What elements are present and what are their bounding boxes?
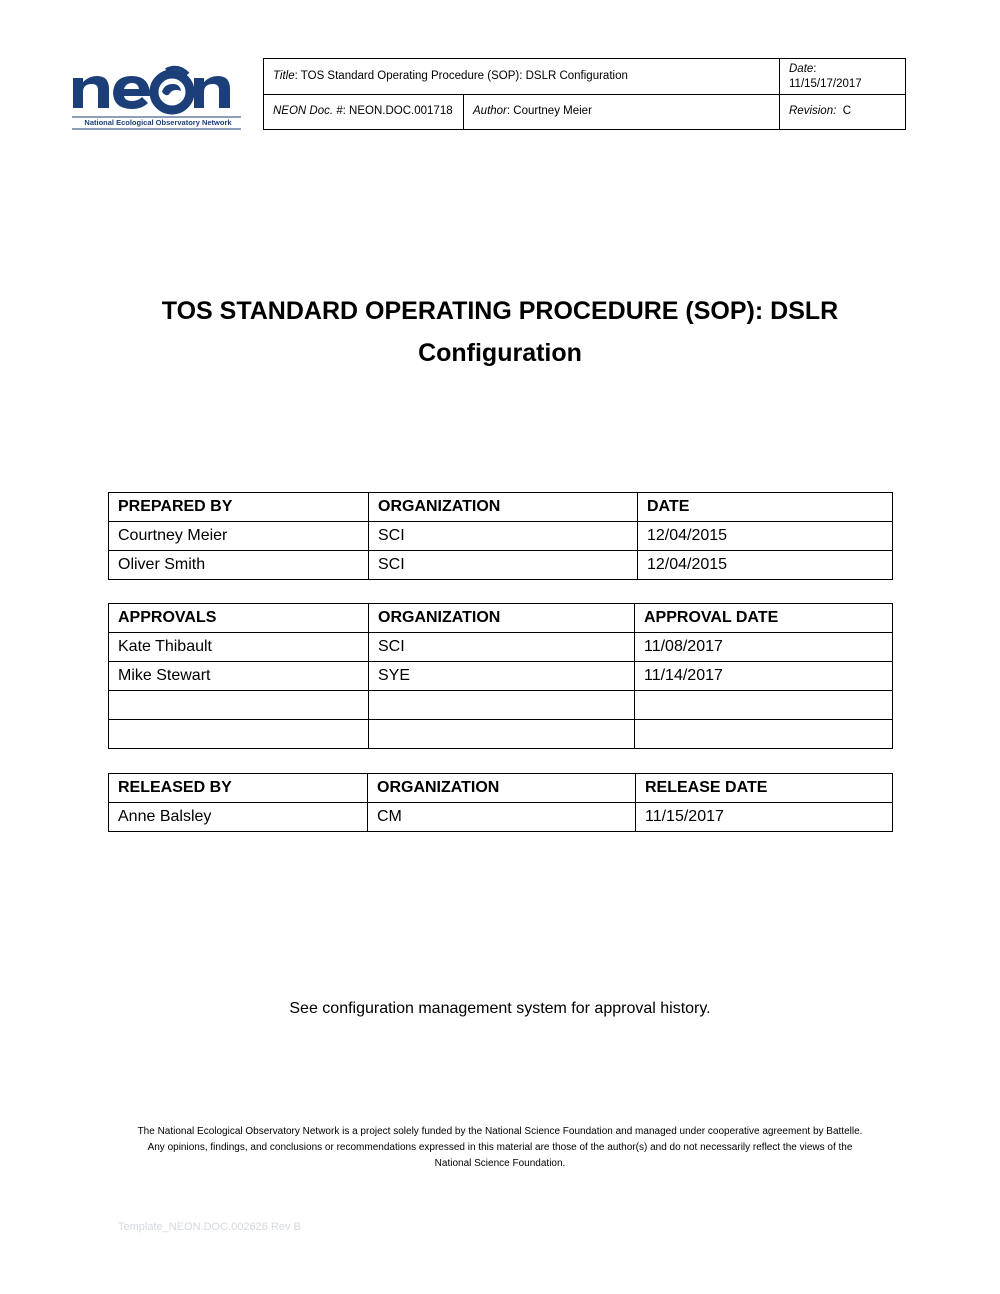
document-header-table <box>263 58 906 130</box>
header-doc-value: : NEON.DOC.001718 <box>342 105 453 117</box>
table-cell: Courtney Meier <box>109 522 369 551</box>
header-date-value: 11/15/17/2017 <box>789 77 862 90</box>
table-cell: CM <box>368 803 636 832</box>
table-header-row <box>109 604 893 633</box>
prepared-by-table <box>108 492 893 580</box>
header-author-label: Author <box>473 105 507 117</box>
table-cell: SCI <box>369 551 638 580</box>
table-cell: Kate Thibault <box>109 633 369 662</box>
header-author-cell <box>464 94 780 129</box>
table-header-cell: RELEASED BY <box>109 774 368 803</box>
header-revision-cell <box>780 94 905 129</box>
table-row <box>109 720 893 749</box>
disclaimer-line-3: National Science Foundation. <box>434 1158 566 1169</box>
table-cell: 12/04/2015 <box>638 551 893 580</box>
table-header-cell: DATE <box>638 493 893 522</box>
table-row <box>109 691 893 720</box>
table-row <box>109 633 893 662</box>
header-doc-cell <box>264 94 464 129</box>
table-cell: SCI <box>369 633 635 662</box>
header-title-value: : TOS Standard Operating Procedure (SOP): DSLR Configuration <box>294 70 628 82</box>
table-header-cell: APPROVAL DATE <box>635 604 893 633</box>
table-cell: 11/14/2017 <box>635 662 893 691</box>
header-date-label: Date <box>789 62 814 75</box>
approvals-table <box>108 603 893 749</box>
funding-disclaimer <box>110 1124 890 1172</box>
table-header-cell: APPROVALS <box>109 604 369 633</box>
table-header-row <box>109 774 893 803</box>
header-revision-label: Revision: <box>789 105 837 117</box>
table-row <box>109 551 893 580</box>
table-cell <box>369 720 635 749</box>
logo-tagline: National Ecological Observatory Network <box>84 118 232 127</box>
table-cell: 12/04/2015 <box>638 522 893 551</box>
header-date-cell: Date: 11/15/17/2017 <box>789 62 862 90</box>
table-row <box>109 522 893 551</box>
disclaimer-line-2: Any opinions, findings, and conclusions or recommendations expressed in this material are those of the author(s) and do not necessarily reflect the views of the <box>147 1142 853 1153</box>
released-by-table <box>108 773 893 832</box>
document-title-line-1: TOS STANDARD OPERATING PROCEDURE (SOP): DSLR <box>161 297 839 325</box>
header-revision-value: C <box>842 105 852 117</box>
table-cell: 11/08/2017 <box>635 633 893 662</box>
table-cell <box>635 691 893 720</box>
table-cell: SYE <box>369 662 635 691</box>
template-id: Template_NEON.DOC.002626 Rev B <box>118 1221 301 1233</box>
document-title-line-2: Configuration <box>418 339 582 367</box>
table-cell: 11/15/2017 <box>636 803 893 832</box>
neon-logo <box>70 62 244 132</box>
table-header-row <box>109 493 893 522</box>
header-title-cell <box>264 59 780 94</box>
table-header-cell: ORGANIZATION <box>369 493 638 522</box>
table-header-cell: ORGANIZATION <box>368 774 636 803</box>
table-cell <box>369 691 635 720</box>
header-title-label: Title <box>273 70 295 82</box>
approval-history-note: See configuration management system for approval history. <box>289 1000 711 1017</box>
table-cell: Oliver Smith <box>109 551 369 580</box>
table-cell <box>109 691 369 720</box>
table-cell: Anne Balsley <box>109 803 368 832</box>
document-title <box>100 290 900 374</box>
disclaimer-line-1: The National Ecological Observatory Network is a project solely funded by the National Science Foundation and managed under cooperative agreement by Battelle. <box>137 1126 863 1137</box>
header-author-value: : Courtney Meier <box>506 105 592 117</box>
table-header-cell: RELEASE DATE <box>636 774 893 803</box>
table-row <box>109 803 893 832</box>
table-cell: SCI <box>369 522 638 551</box>
table-header-cell: PREPARED BY <box>109 493 369 522</box>
table-cell <box>109 720 369 749</box>
table-row <box>109 662 893 691</box>
table-cell <box>635 720 893 749</box>
table-header-cell: ORGANIZATION <box>369 604 635 633</box>
table-cell: Mike Stewart <box>109 662 369 691</box>
header-doc-label: NEON Doc. # <box>273 105 343 117</box>
